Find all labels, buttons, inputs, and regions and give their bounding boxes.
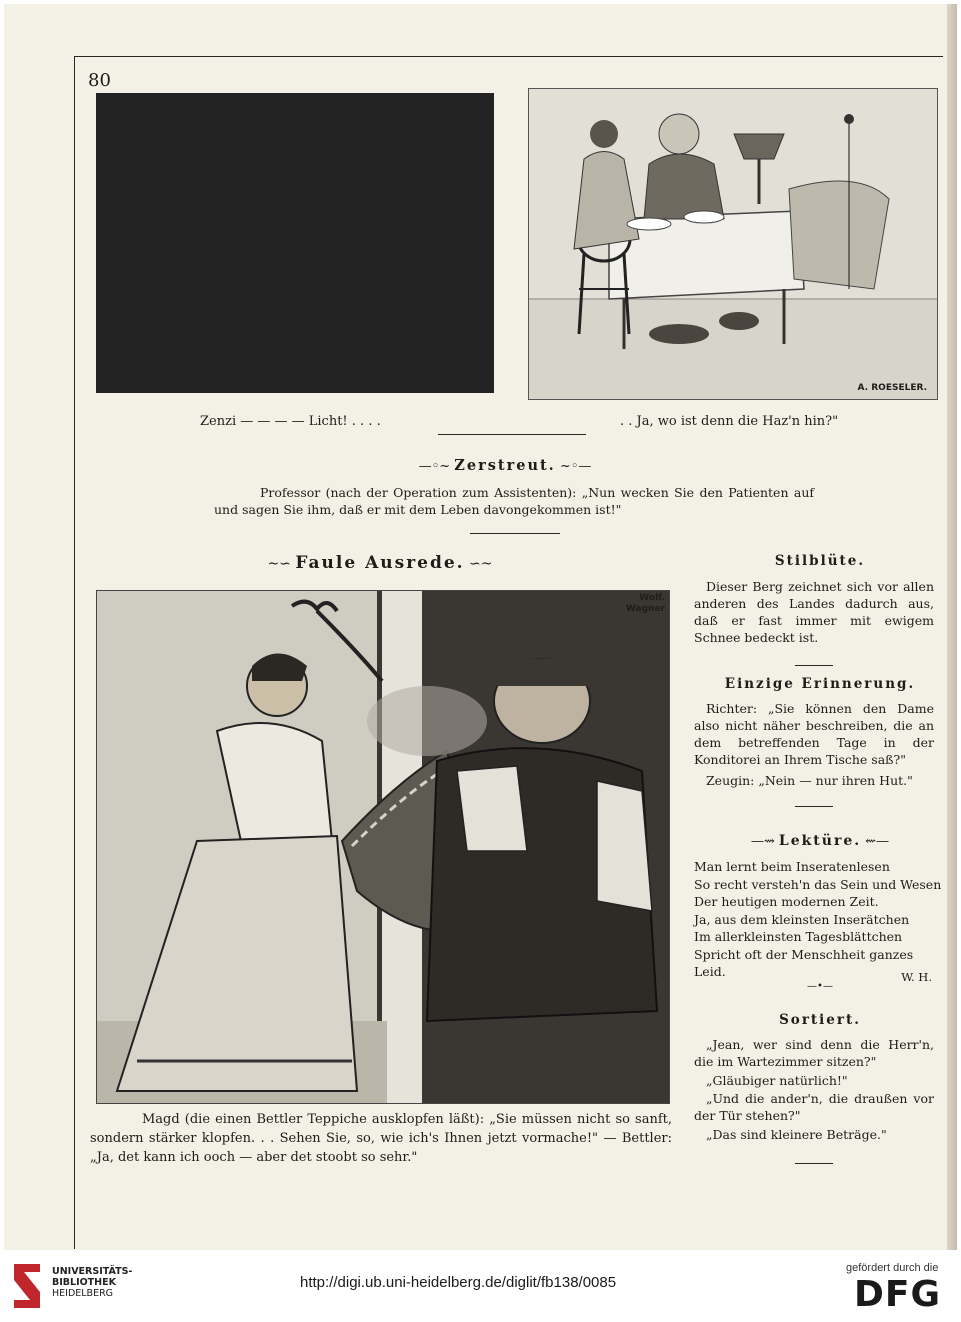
- dfg-logo[interactable]: DFG: [854, 1274, 942, 1315]
- library-line-2: BIBLIOTHEK: [52, 1277, 116, 1288]
- signature-line-2: Wagner: [625, 604, 665, 614]
- lektuere-poem: [694, 858, 944, 981]
- dining-illustration: [528, 88, 938, 400]
- zerstreut-title: Zerstreut.: [454, 457, 556, 474]
- dark-illustration: [96, 93, 494, 393]
- faule-ausrede-title: Faule Ausrede.: [295, 553, 465, 573]
- lektuere-author: W. H.: [901, 970, 932, 984]
- poem-line: Spricht oft der Menschheit ganzes Leid.: [694, 946, 914, 979]
- divider: [795, 806, 833, 807]
- poem-line: So recht versteh'n das Sein und Wesen: [694, 876, 942, 892]
- caption-right: . . Ja, wo ist denn die Haz'n hin?": [620, 414, 839, 429]
- einzige-erinnerung-title: Einzige Erinnerung.: [724, 676, 916, 692]
- signature-line-1: Wolf.: [639, 593, 665, 603]
- lektuere-heading: —⇝ Lektüre. ⇜—: [750, 833, 890, 849]
- sortiert-title: Sortiert.: [779, 1012, 861, 1028]
- divider: [438, 434, 586, 435]
- stilbluete-title: Stilblüte.: [774, 553, 866, 569]
- sortiert-line-2: „Gläubiger natürlich!": [706, 1073, 848, 1088]
- zerstreut-text: Professor (nach der Operation zum Assistenten): „Nun wecken Sie den Patienten auf und sagen Sie ihm, daß er mit dem Leben davongekommen ist!": [214, 485, 814, 517]
- poem-line: Man lernt beim Inseratenlesen: [694, 859, 890, 874]
- ornament-divider: —•—: [807, 981, 833, 992]
- signature-wolf-wagner: [626, 593, 665, 615]
- footer-bar: [0, 1250, 961, 1322]
- library-line-1: UNIVERSITÄTS-: [52, 1266, 133, 1277]
- faule-ausrede-heading: ~∽ Faule Ausrede. ∽~: [267, 553, 493, 573]
- sortiert-line-3: „Und die ander'n, die draußen vor der Tür stehen?": [694, 1091, 934, 1123]
- poem-line: Ja, aus dem kleinsten Inserätchen: [694, 911, 910, 927]
- divider: [795, 665, 833, 666]
- sortiert-line-1: „Jean, wer sind denn die Herr'n, die im Wartezimmer sitzen?": [694, 1037, 934, 1069]
- library-name[interactable]: [52, 1266, 132, 1299]
- stilbluete-text: Dieser Berg zeichnet sich vor allen anderen des Landes dadurch aus, daß er fast immer mit ewigem Schnee bedeckt ist.: [694, 579, 934, 645]
- divider: [795, 1163, 833, 1164]
- carpet-beating-illustration: [96, 590, 670, 1104]
- page-edge-shadow: [947, 0, 961, 1250]
- poem-line: Im allerkleinsten Tagesblättchen: [694, 929, 903, 944]
- einzige-erinnerung-text-2: Zeugin: „Nein — nur ihren Hut.": [706, 773, 913, 788]
- zerstreut-heading: —◦~ Zerstreut. ~◦—: [418, 457, 592, 474]
- divider: [470, 533, 560, 534]
- caption-left: Zenzi — — — — Licht! . . . .: [200, 414, 381, 429]
- page-url-link[interactable]: http://digi.ub.uni-heidelberg.de/diglit/fb138/0085: [300, 1274, 617, 1291]
- library-logo-icon: [10, 1262, 44, 1310]
- signature-roeseler: A. ROESELER.: [857, 383, 927, 393]
- einzige-erinnerung-text-1: Richter: „Sie können den Dame also nicht näher beschreiben, die an dem betreffenden Tage in der Konditorei an Ihrem Tische saß?": [694, 701, 934, 767]
- lektuere-title: Lektüre.: [778, 833, 862, 849]
- poem-line: Der heutigen modernen Zeit.: [694, 894, 879, 909]
- sortiert-line-4: „Das sind kleinere Beträge.": [706, 1127, 887, 1142]
- library-line-3: HEIDELBERG: [52, 1288, 114, 1299]
- funding-note: gefördert durch die: [846, 1262, 939, 1274]
- faule-ausrede-caption: Magd (die einen Bettler Teppiche ausklopfen läßt): „Sie müssen nicht so sanft, sondern stärker klopfen. . . Sehen Sie, so, wie ich's Ihnen jetzt vormache!" — Bettler: „Ja, det kann ich ooch — aber det stoobt so sehr.": [90, 1112, 672, 1165]
- page-number: 80: [88, 70, 111, 91]
